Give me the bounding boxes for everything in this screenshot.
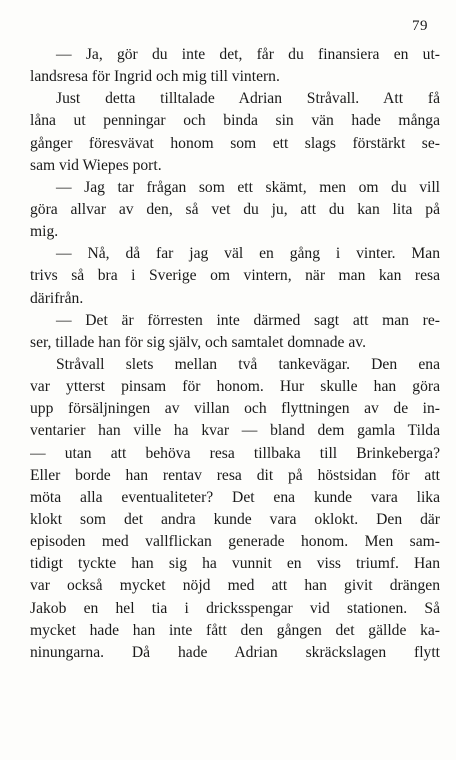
text-line: mig. bbox=[30, 223, 59, 241]
text-line: göra allvar av den, så vet du ju, att du kan lita på bbox=[30, 200, 440, 218]
text-line: mycket hade han inte fått den gången det gällde ka- bbox=[30, 621, 440, 639]
text-line: var också mycket nöjd med att han givit drängen bbox=[30, 577, 440, 595]
text-line: Stråvall slets mellan två tankevägar. Den ena bbox=[56, 355, 440, 373]
text-line: — Jag tar frågan som ett skämt, men om du vill bbox=[56, 178, 440, 196]
text-line: upp försäljningen av villan och flyttningen av de in- bbox=[30, 400, 440, 418]
text-line: trivs så bra i Sverige om vintern, när man kan resa bbox=[30, 267, 440, 285]
page-number: 79 bbox=[412, 18, 428, 34]
text-line: möta alla eventualiteter? Det ena kunde vara lika bbox=[30, 488, 440, 506]
text-line: ventarier han ville ha kvar — bland dem gamla Tilda bbox=[30, 422, 440, 440]
text-line: — Ja, gör du inte det, får du finansiera en ut- bbox=[56, 46, 440, 63]
text-line: låna ut penningar och binda sin vän hade många bbox=[30, 112, 440, 130]
text-line: Eller borde han rentav resa dit på höstsidan för att bbox=[30, 466, 440, 484]
text-line: landsresa för Ingrid och mig till vintern. bbox=[30, 68, 280, 86]
text-line: klokt som det andra kunde vara oklokt. Den där bbox=[30, 510, 440, 528]
body-text bbox=[30, 44, 440, 664]
text-line: ninungarna. Då hade Adrian skräckslagen flytt bbox=[30, 643, 440, 661]
text-line: Jakob en hel tia i dricksspengar vid stationen. Så bbox=[30, 599, 440, 617]
text-line: episoden med vallflickan generade honom. Men sam- bbox=[30, 533, 440, 551]
text-line: tidigt tyckte han sig ha vunnit en viss triumf. Han bbox=[30, 555, 440, 573]
text-line: Just detta tilltalade Adrian Stråvall. Att få bbox=[56, 90, 440, 108]
text-line: ser, tillade han för sig själv, och samtalet domnade av. bbox=[30, 333, 366, 351]
text-line: var ytterst pinsam för honom. Hur skulle han göra bbox=[30, 378, 440, 396]
text-line: gånger föresvävat honom som ett slags förstärkt se- bbox=[30, 134, 440, 152]
text-line: — Det är förresten inte därmed sagt att man re- bbox=[56, 311, 440, 329]
text-line: därifrån. bbox=[30, 289, 84, 307]
text-line: sam vid Wiepes port. bbox=[30, 156, 162, 174]
text-line: — Nå, då far jag väl en gång i vinter. Man bbox=[56, 245, 440, 263]
text-line: — utan att behöva resa tillbaka till Brinkeberga? bbox=[30, 444, 440, 462]
